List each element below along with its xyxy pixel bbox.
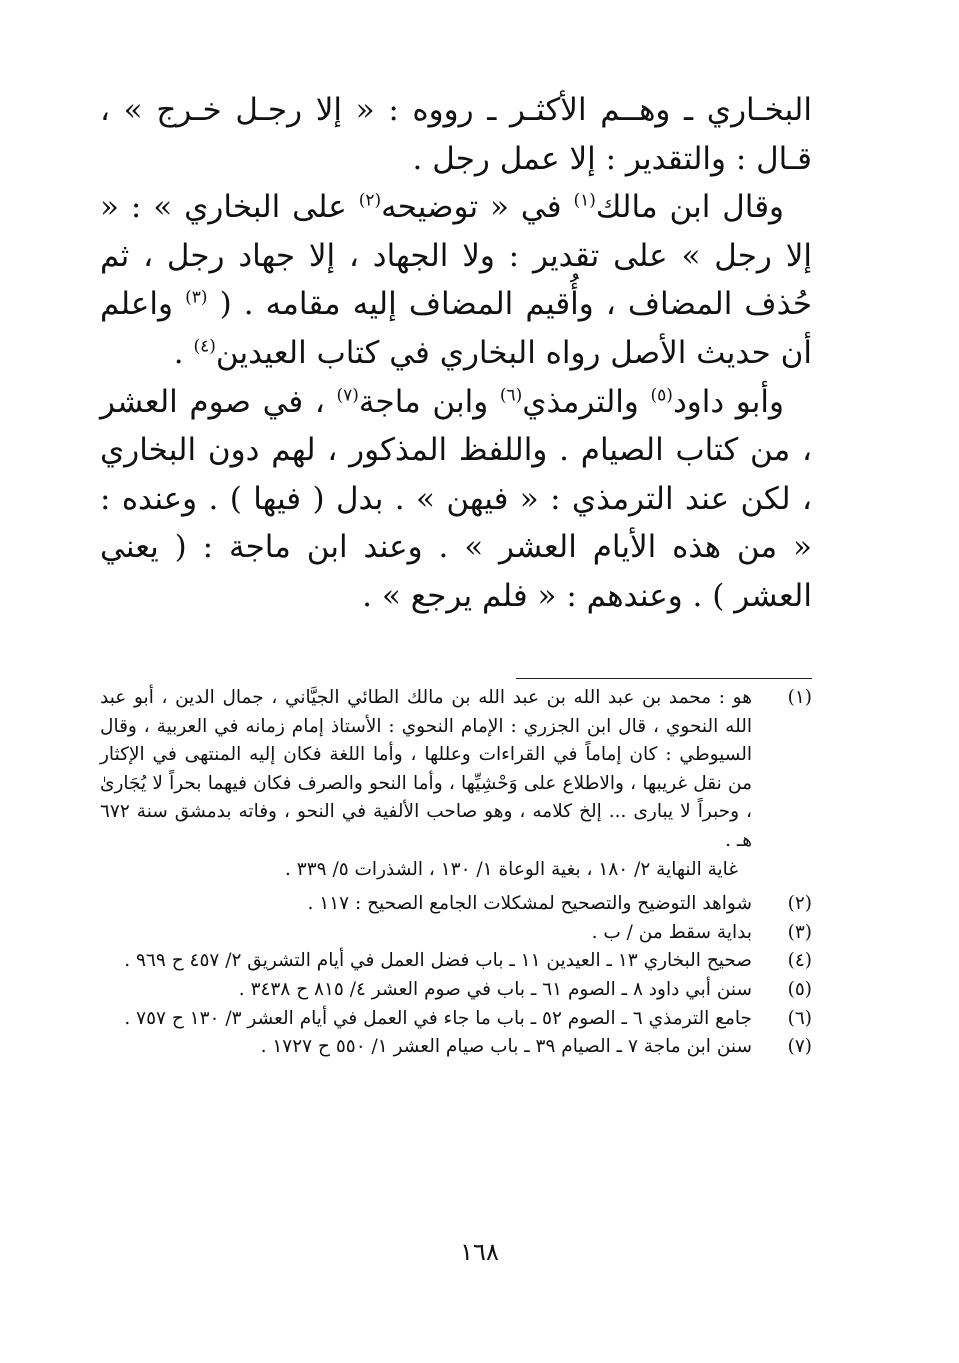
footnote-ref-4[interactable]: (٤) xyxy=(193,336,216,357)
text-run: ، في صوم العشر ، من كتاب الصيام . واللفظ المذكور ، لهم دون البخاري ، لكن عند الترمذي : « فيهن » . بدل ( فيها ) . وعنده : « من هذه الأيام العشر » . وعند ابن ماجة : ( يعني العشر ) . وعندهم : « فلم يرجع » . xyxy=(100,383,812,614)
footnote-number: (٣) xyxy=(787,921,812,943)
footnote-text: بداية سقط من / ب . xyxy=(591,921,752,943)
footnote-text xyxy=(100,684,752,884)
text-run: وأبو داود xyxy=(672,383,784,420)
footnote-ref-5[interactable]: (٥) xyxy=(650,385,673,406)
text-run: . xyxy=(173,334,194,371)
text-run: على البخاري » : « إلا رجل » على تقدير : ولا الجهاد ، إلا جهاد رجل ، ثم حُذف المضاف ، وأُقيم المضاف إليه مقامه . ( xyxy=(100,189,812,323)
footnote-ref-7[interactable]: (٧) xyxy=(336,385,359,406)
footnote-5 xyxy=(100,976,812,1005)
text-run: واعلم أن حديث الأصل رواه البخاري في كتاب العيدين xyxy=(100,286,812,371)
main-text xyxy=(100,86,812,621)
footnote-number: (١) xyxy=(787,687,812,708)
footnote-text: صحيح البخاري ١٣ ـ العيدين ١١ ـ باب فضل العمل في أيام التشريق ٢/ ٤٥٧ ح ٩٦٩ . xyxy=(124,950,752,972)
footnote-7 xyxy=(100,1033,812,1062)
text-run: وقال ابن مالك xyxy=(595,189,784,226)
footnote-separator xyxy=(516,678,812,679)
paragraph-2 xyxy=(100,183,812,377)
footnote-number: (٧) xyxy=(787,1036,812,1058)
footnote-ref-6[interactable]: (٦) xyxy=(499,385,523,406)
footnote-ref-2[interactable]: (٢) xyxy=(358,190,382,211)
footnote-ref-3[interactable]: (٣) xyxy=(185,288,208,309)
footnote-3 xyxy=(100,919,812,948)
footnote-6 xyxy=(100,1005,812,1034)
page-number: ١٦٨ xyxy=(460,1238,499,1266)
paragraph-1: البخـاري ـ وهــم الأكثـر ـ رووه : « إلا رجـل خـرج » ، قـال : والتقدير : إلا عمل رجل . xyxy=(100,92,812,177)
footnote-number: (٦) xyxy=(787,1007,812,1029)
footnote-number: (٢) xyxy=(787,893,812,915)
footnotes xyxy=(100,684,812,1062)
footnote-number: (٥) xyxy=(787,978,812,1000)
footnote-source: غاية النهاية ٢/ ١٨٠ ، بغية الوعاة ١/ ١٣٠ ، الشذرات ٥/ ٣٣٩ . xyxy=(285,858,738,880)
text-run: وابن ماجة xyxy=(358,383,500,420)
footnote-text: سنن ابن ماجة ٧ ـ الصيام ٣٩ ـ باب صيام العشر ١/ ٥٥٠ ح ١٧٢٧ . xyxy=(260,1036,752,1058)
footnote-text: شواهد التوضيح والتصحيح لمشكلات الجامع الصحيح : ١١٧ . xyxy=(307,893,752,915)
footnote-number: (٤) xyxy=(787,950,812,972)
text-run: والترمذي xyxy=(522,383,651,420)
footnote-1 xyxy=(100,684,812,884)
footnote-4 xyxy=(100,947,812,976)
footnote-2 xyxy=(100,890,812,919)
footnote-body: هو : محمد بن عبد الله بن عبد الله بن مالك الطائي الجيَّاني ، جمال الدين ، أبو عبد الله النحوي ، قال ابن الجزري : الإمام النحوي : الأستاذ إمام زمانه في العربية ، وقال السيوطي : كان إماماً في القراءات وعللها ، وأما اللغة فكان إليه المنتهى في الإكثار من نقل غريبها ، والاطلاع على وَحْشِيِّها ، وأما النحو والصرف فكان فيهما بحراً لا يُجَارىٰ ، وحبراً لا يبارى ... إلخ كلامه ، وهو صاحب الألفية في النحو ، وفاته بدمشق سنة ٦٧٢ هـ . xyxy=(100,687,752,851)
footnote-ref-1[interactable]: (١) xyxy=(573,190,596,211)
paragraph-3 xyxy=(100,378,812,621)
footnote-text: سنن أبي داود ٨ ـ الصوم ٦١ ـ باب في صوم العشر ٤/ ٨١٥ ح ٣٤٣٨ . xyxy=(238,978,752,1000)
text-run: في « توضيحه xyxy=(381,189,574,226)
footnote-text: جامع الترمذي ٦ ـ الصوم ٥٢ ـ باب ما جاء في العمل في أيام العشر ٣/ ١٣٠ ح ٧٥٧ . xyxy=(124,1007,752,1029)
